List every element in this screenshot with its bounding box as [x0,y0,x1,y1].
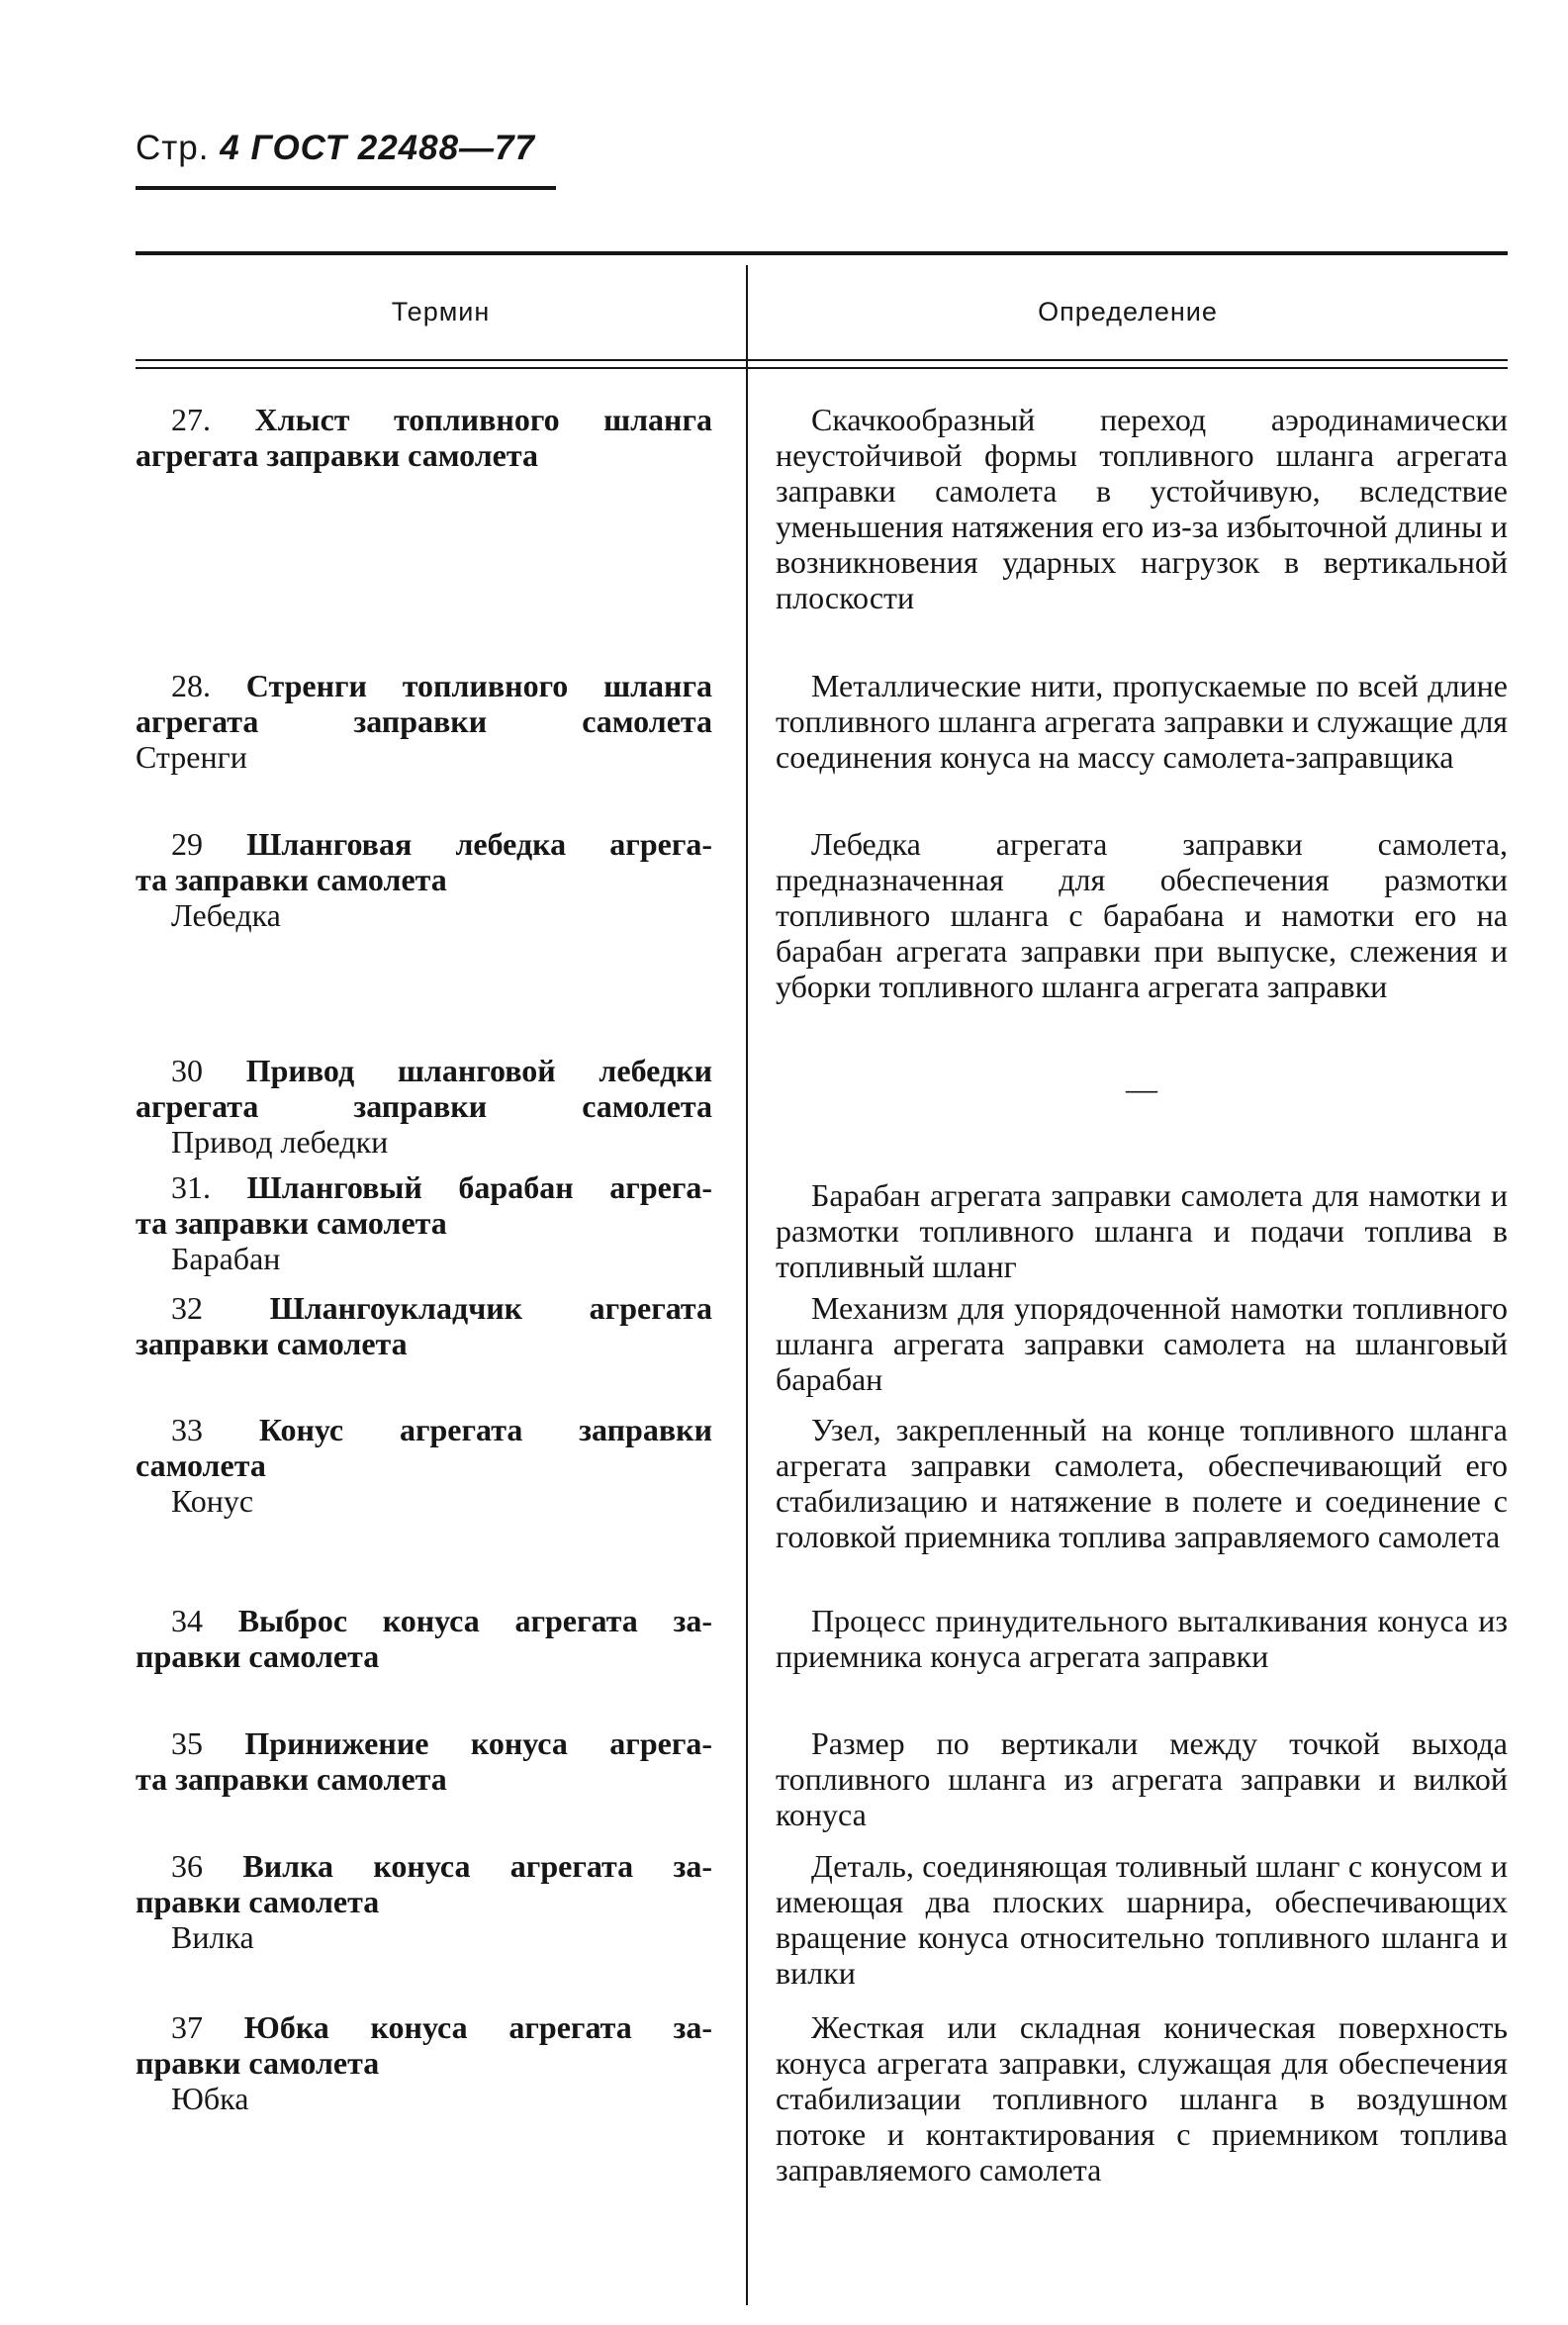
term-line [136,1884,712,1919]
term-cell [136,1725,746,1848]
term-cell [136,1603,746,1725]
term-number: 28. [171,668,211,703]
term-line [136,1412,712,1447]
term-line [136,1326,712,1361]
table-row [136,1053,1508,1169]
term-line [136,2045,712,2081]
column-header-definition: Определение [1038,297,1218,326]
term-cell [136,1290,746,1412]
term-line [136,1725,712,1761]
term-number: 31. [171,1169,211,1205]
term-line [136,826,712,862]
definition-cell: Узел, закрепленный на конце топливного шланга агрегата заправки самолета, обеспечивающий его стабилизацию и натяжение в полете и соединение с головкой приемника топлива заправляемого самолета [776,1412,1508,1554]
term-text: Конус агрегата заправки [258,1412,713,1447]
term-line [136,1205,712,1241]
short-term: Лебедка [171,897,281,933]
definition-cell: Лебедка агрегата заправки самолета, предназначенная для обеспечения размотки топливного шланга с барабана и намотки его на барабан агрегата заправки при выпуске, слежения и уборки топливного шланга агрегата заправки [776,826,1508,1004]
term-number: 37 [171,2009,203,2045]
definition-cell: Механизм для упорядоченной намотки топливного шланга агрегата заправки самолета на шланговый барабан [776,1290,1508,1397]
term-table-body [136,402,1508,2237]
term-line [136,402,712,437]
table-header-rule [136,367,1508,369]
definition-cell: Деталь, соединяющая толивный шланг с конусом и имеющая два плоских шарнира, обеспечивающих вращение конуса относительно топливного шланга и вилки [776,1848,1508,1991]
term-text: правки самолета [136,1638,380,1674]
term-line [136,1848,712,1884]
term-text: агрегата заправки самолета [136,703,712,739]
short-term: Стренги [136,739,247,775]
page-number: 4 [220,129,240,167]
term-line [136,1169,712,1205]
table-row [136,1725,1508,1848]
term-number: 30 [171,1053,203,1088]
term-text: та заправки самолета [136,1205,447,1241]
term-text: правки самолета [136,2045,380,2081]
definition-cell: Процесс принудительного выталкивания конуса из приемника конуса агрегата заправки [776,1603,1508,1674]
term-text: Шлангоукладчик агрегата [269,1290,713,1326]
definition-cell: Размер по вертикали между точкой выхода топливного шланга из агрегата заправки и вилкой конуса [776,1725,1508,1832]
short-term: Привод лебедки [171,1124,389,1160]
term-line [136,1447,712,1483]
table-row [136,668,1508,826]
definition-cell: Металлические нити, пропускаемые по всей длине топливного шланга агрегата заправки и служащие для соединения конуса на массу самолета-заправщика [776,668,1508,775]
table-row [136,1848,1508,2009]
short-term: Вилка [171,1919,254,1955]
definition-cell: — [1126,1070,1157,1106]
term-text: Хлыст топливного шланга [254,402,713,437]
page-header [136,129,535,168]
term-number: 35 [171,1725,203,1761]
term-number: 32 [171,1290,203,1326]
definition-cell: Скачкообразный переход аэродинамически неустойчивой формы топливного шланга агрегата заправки самолета в устойчивую, вследствие уменьшения натяжения его из-за избыточной длины и возникновения ударных нагрузок в вертикальной плоскости [776,402,1508,615]
term-cell [136,1053,746,1169]
term-line [136,668,712,703]
table-row [136,402,1508,668]
term-text: заправки самолета [136,1326,408,1361]
table-header-rule [136,359,1508,361]
header-underline [136,186,556,190]
term-text: правки самолета [136,1884,380,1919]
short-term: Конус [171,1483,254,1519]
term-text: Выброс конуса агрегата за- [237,1603,712,1638]
term-text: агрегата заправки самолета [136,437,538,473]
term-line [136,1290,712,1326]
term-cell [136,1412,746,1603]
page-label: Стр. [136,129,210,167]
standard-code: ГОСТ 22488—77 [250,129,535,167]
term-line [136,1761,712,1797]
term-line [136,1638,712,1674]
table-row [136,2009,1508,2237]
term-text: та заправки самолета [136,862,447,897]
term-line [136,703,712,739]
table-top-rule [136,251,1508,255]
term-number: 33 [171,1412,203,1447]
definition-cell: Барабан агрегата заправки самолета для намотки и размотки топливного шланга и подачи топлива в топливный шланг [776,1177,1508,1284]
term-cell [136,668,746,826]
term-text: та заправки самолета [136,1761,447,1797]
table-row [136,826,1508,1053]
column-header-term: Термин [391,297,491,326]
table-row [136,1290,1508,1412]
table-row [136,1412,1508,1603]
term-cell [136,402,746,668]
term-text: Шланговый барабан агрега- [246,1169,712,1205]
term-text: Шланговая лебедка агрега- [246,826,712,862]
term-text: Юбка конуса агрегата за- [243,2009,713,2045]
term-text: самолета [136,1447,266,1483]
term-text: агрегата заправки самолета [136,1088,712,1124]
term-cell [136,1848,746,2009]
table-row [136,1169,1508,1290]
short-term: Барабан [171,1241,281,1276]
term-number: 34 [171,1603,203,1638]
term-number: 29 [171,826,203,862]
term-text: Вилка конуса агрегата за- [242,1848,713,1884]
term-text: Привод шланговой лебедки [245,1053,713,1088]
table-row [136,1603,1508,1725]
term-line [136,862,712,897]
term-cell [136,826,746,1053]
term-line [136,1088,712,1124]
term-cell [136,2009,746,2237]
term-text: Принижение конуса агрега- [244,1725,713,1761]
term-line [136,1603,712,1638]
term-cell [136,1169,746,1290]
term-number: 36 [171,1848,203,1884]
term-text: Стренги топливного шланга [245,668,713,703]
definition-cell: Жесткая или складная коническая поверхность конуса агрегата заправки, служащая для обеспечения стабилизации топливного шланга в воздушном потоке и контактирования с приемником топлива заправляемого самолета [776,2009,1508,2187]
term-line [136,2009,712,2045]
short-term: Юбка [171,2081,249,2116]
term-line [136,437,712,473]
term-line [136,1053,712,1088]
term-number: 27. [171,402,211,437]
